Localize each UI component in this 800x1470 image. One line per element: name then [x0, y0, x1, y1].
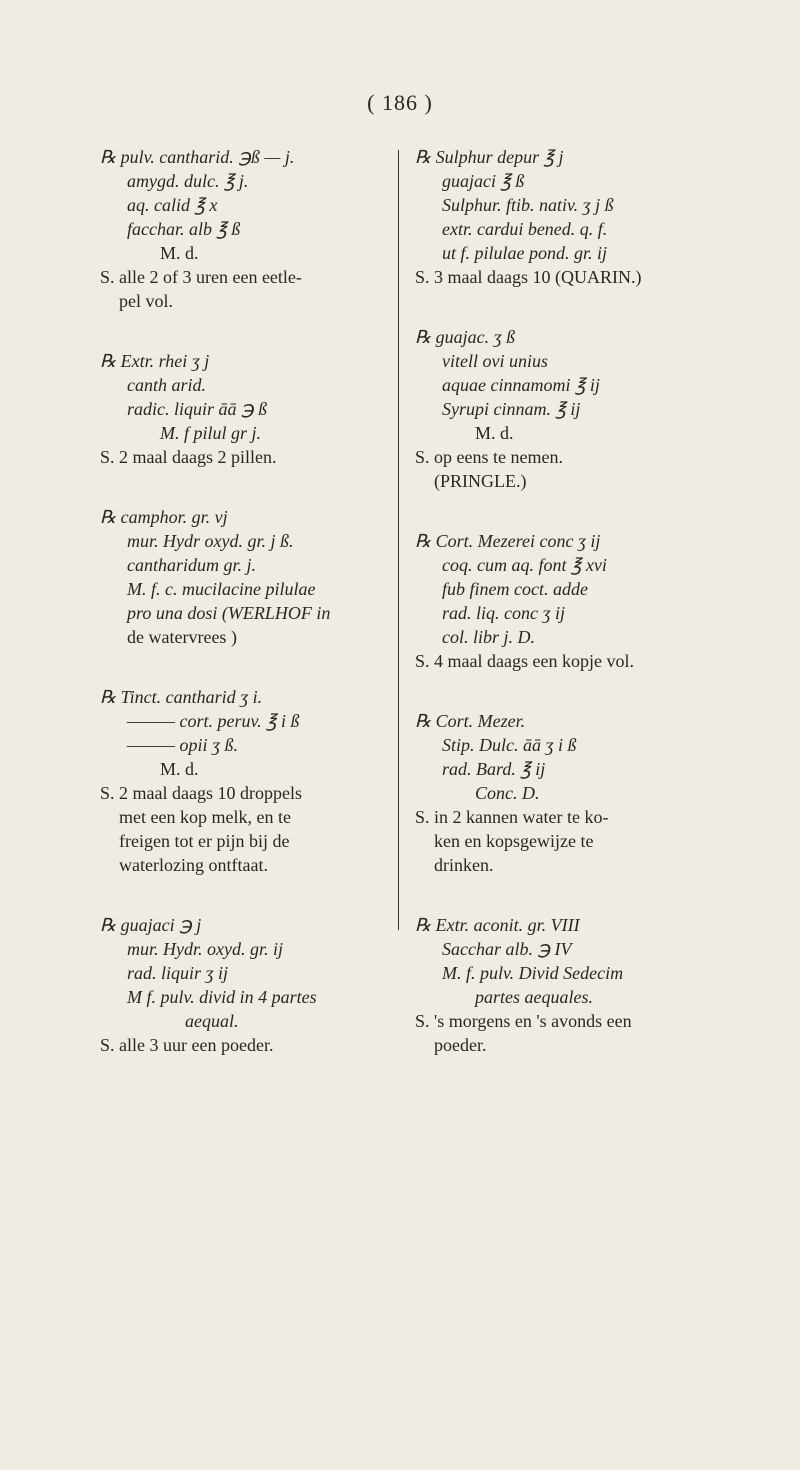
prescription-block: [100, 349, 395, 469]
signatura-text: [415, 265, 755, 289]
signatura-line: pel vol.: [119, 291, 173, 311]
prescription-block: [415, 145, 755, 289]
signatura-line: S. 4 maal daags een kopje vol.: [415, 651, 634, 671]
ingredient-line: M. d.: [475, 423, 514, 443]
prescription-block: [415, 529, 755, 673]
ingredient-line: M. d.: [160, 759, 199, 779]
ingredient-line: mur. Hydr oxyd. gr. j ß.: [127, 531, 294, 551]
signatura-line: S. 3 maal daags 10 (QUARIN.): [415, 267, 642, 287]
column-divider: [398, 150, 399, 930]
ingredient-line: col. libr j. D.: [442, 627, 535, 647]
ingredient-line: M f. pulv. divid in 4 partes: [127, 987, 317, 1007]
ingredient-line: cantharidum gr. j.: [127, 555, 257, 575]
signatura-line: drinken.: [434, 855, 494, 875]
ingredient-line: guajaci ℥ ß: [442, 171, 525, 191]
signatura-line: S. 2 maal daags 10 droppels: [100, 783, 302, 803]
signatura-text: [415, 805, 755, 877]
prescription-heading: ℞ Extr. rhei ʒ j: [100, 351, 210, 371]
signatura-line: S. in 2 kannen water te ko-: [415, 807, 609, 827]
signatura-line: S. alle 2 of 3 uren een eetle-: [100, 267, 302, 287]
prescription-heading: ℞ camphor. gr. vj: [100, 507, 228, 527]
signatura-line: S. 's morgens en 's avonds een: [415, 1011, 632, 1031]
ingredient-line: partes aequales.: [475, 987, 593, 1007]
ingredient-line: Sacchar alb. ℈ IV: [442, 939, 572, 959]
signatura-text: [100, 781, 395, 877]
ingredient-line: aquae cinnamomi ℥ ij: [442, 375, 600, 395]
prescription-block: [100, 913, 395, 1057]
ingredient-line: mur. Hydr. oxyd. gr. ij: [127, 939, 283, 959]
ingredient-line: rad. liq. conc ʒ ij: [442, 603, 565, 623]
ingredient-line: M. f. c. mucilacine pilulae: [127, 579, 316, 599]
ingredient-line: Conc. D.: [475, 783, 540, 803]
ingredient-line: ——— opii ʒ ß.: [127, 735, 239, 755]
ingredient-line: canth arid.: [127, 375, 206, 395]
signatura-line: S. 2 maal daags 2 pillen.: [100, 447, 277, 467]
right-column: [415, 145, 755, 1093]
signatura-text: [100, 265, 395, 313]
signatura-line: S. op eens te nemen.: [415, 447, 563, 467]
ingredient-line: pro una dosi (WERLHOF in: [127, 603, 331, 623]
ingredient-line: facchar. alb ℥ ß: [127, 219, 241, 239]
prescription-block: [415, 709, 755, 877]
signatura-line: waterlozing ontftaat.: [119, 855, 268, 875]
prescription-heading: ℞ guajaci ℈ j: [100, 915, 202, 935]
prescription-heading: ℞ pulv. cantharid. ℈ß — j.: [100, 147, 295, 167]
prescription-heading: ℞ Tinct. cantharid ʒ i.: [100, 687, 263, 707]
ingredient-line: M. d.: [160, 243, 199, 263]
ingredient-line: Syrupi cinnam. ℥ ij: [442, 399, 581, 419]
signatura-line: freigen tot er pijn bij de: [119, 831, 290, 851]
signatura-text: [415, 445, 755, 493]
prescription-heading: ℞ Extr. aconit. gr. VIII: [415, 915, 580, 935]
prescription-block: [100, 685, 395, 877]
ingredient-line: ut f. pilulae pond. gr. ij: [442, 243, 608, 263]
prescription-heading: ℞ Cort. Mezer.: [415, 711, 526, 731]
ingredient-line: vitell ovi unius: [442, 351, 548, 371]
signatura-line: poeder.: [434, 1035, 487, 1055]
prescription-block: [415, 325, 755, 493]
ingredient-line: M. f pilul gr j.: [160, 423, 262, 443]
signatura-line: (PRINGLE.): [434, 471, 527, 491]
prescription-heading: ℞ Cort. Mezerei conc ʒ ij: [415, 531, 601, 551]
signatura-line: S. alle 3 uur een poeder.: [100, 1035, 274, 1055]
prescription-heading: ℞ guajac. ʒ ß: [415, 327, 516, 347]
prescription-block: [415, 913, 755, 1057]
ingredient-line: aq. calid ℥ x: [127, 195, 218, 215]
prescription-block: [100, 505, 395, 649]
prescription-block: [100, 145, 395, 313]
ingredient-line: amygd. dulc. ℥ j.: [127, 171, 249, 191]
signatura-text: [415, 649, 755, 673]
signatura-text: [100, 445, 395, 469]
ingredient-line: radic. liquir āā ℈ ß: [127, 399, 268, 419]
ingredient-line: fub finem coct. adde: [442, 579, 588, 599]
ingredient-line: ——— cort. peruv. ℥ i ß: [127, 711, 300, 731]
page-number: ( 186 ): [367, 90, 433, 115]
signatura-text: [415, 1009, 755, 1057]
ingredient-line: coq. cum aq. font ℥ xvi: [442, 555, 607, 575]
ingredient-line: rad. liquir ʒ ij: [127, 963, 229, 983]
prescription-heading: ℞ Sulphur depur ℥ j: [415, 147, 564, 167]
ingredient-line: Sulphur. ftib. nativ. ʒ j ß: [442, 195, 614, 215]
ingredient-line: de watervrees ): [127, 627, 237, 647]
ingredient-line: Stip. Dulc. āā ʒ i ß: [442, 735, 577, 755]
ingredient-line: rad. Bard. ℥ ij: [442, 759, 546, 779]
signatura-text: [100, 1033, 395, 1057]
ingredient-line: aequal.: [185, 1011, 239, 1031]
signatura-line: met een kop melk, en te: [119, 807, 291, 827]
left-column: [100, 145, 395, 1093]
ingredient-line: extr. cardui bened. q. f.: [442, 219, 608, 239]
signatura-line: ken en kopsgewijze te: [434, 831, 594, 851]
ingredient-line: M. f. pulv. Divid Sedecim: [442, 963, 624, 983]
